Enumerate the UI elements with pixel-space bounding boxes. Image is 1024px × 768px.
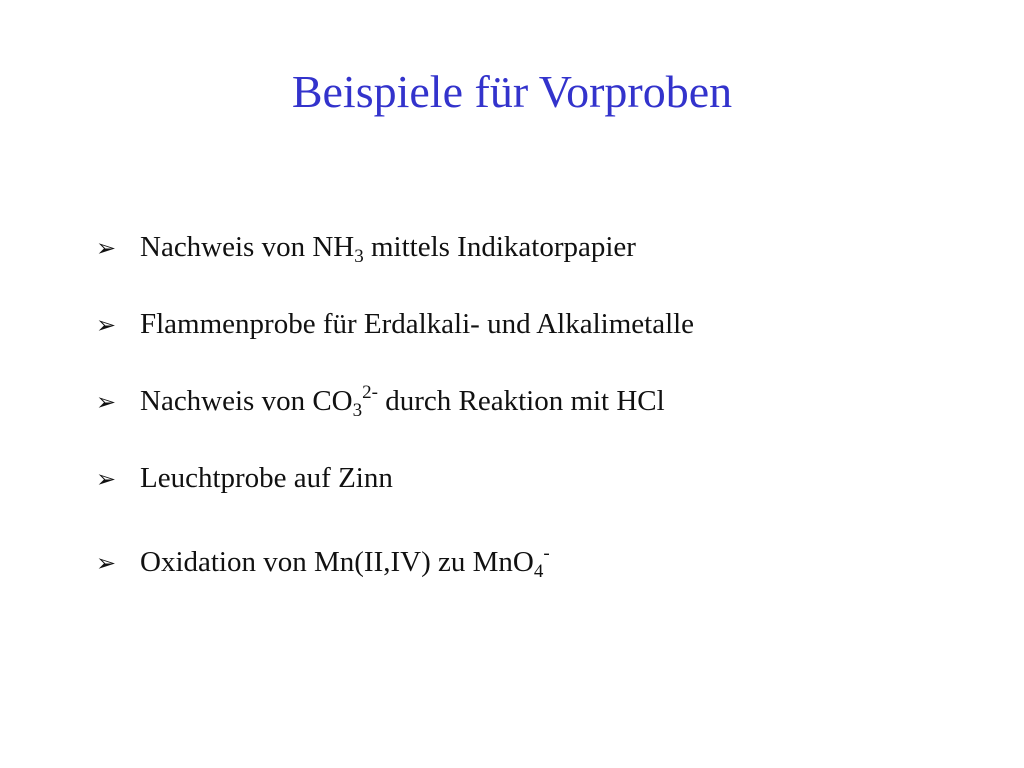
bullet-item (96, 461, 393, 496)
arrowhead-bullet-icon: ➢ (96, 549, 117, 577)
bullet-item (96, 545, 550, 580)
arrowhead-bullet-icon: ➢ (96, 234, 117, 262)
bullet-text: Flammenprobe für Erdalkali- und Alkalimetalle (140, 308, 695, 340)
arrowhead-bullet-icon: ➢ (96, 388, 117, 416)
bullet-text: Leuchtprobe auf Zinn (140, 462, 393, 494)
slide-title: Beispiele für Vorproben (291, 66, 733, 117)
arrowhead-bullet-icon: ➢ (96, 465, 117, 493)
bullet-item (96, 307, 694, 342)
arrowhead-bullet-icon: ➢ (96, 311, 117, 339)
bullet-text: Oxidation von Mn(II,IV) zu MnO$_4$- (140, 543, 550, 582)
bullet-item (96, 384, 665, 419)
bullet-text: Nachweis von $CO_3^{2-}$ durch Reaktion mit HCl (140, 382, 665, 421)
bullet-text: Nachweis von $NH_3$ mittels Indikatorpapier (140, 231, 636, 267)
bullet-item (96, 230, 636, 265)
